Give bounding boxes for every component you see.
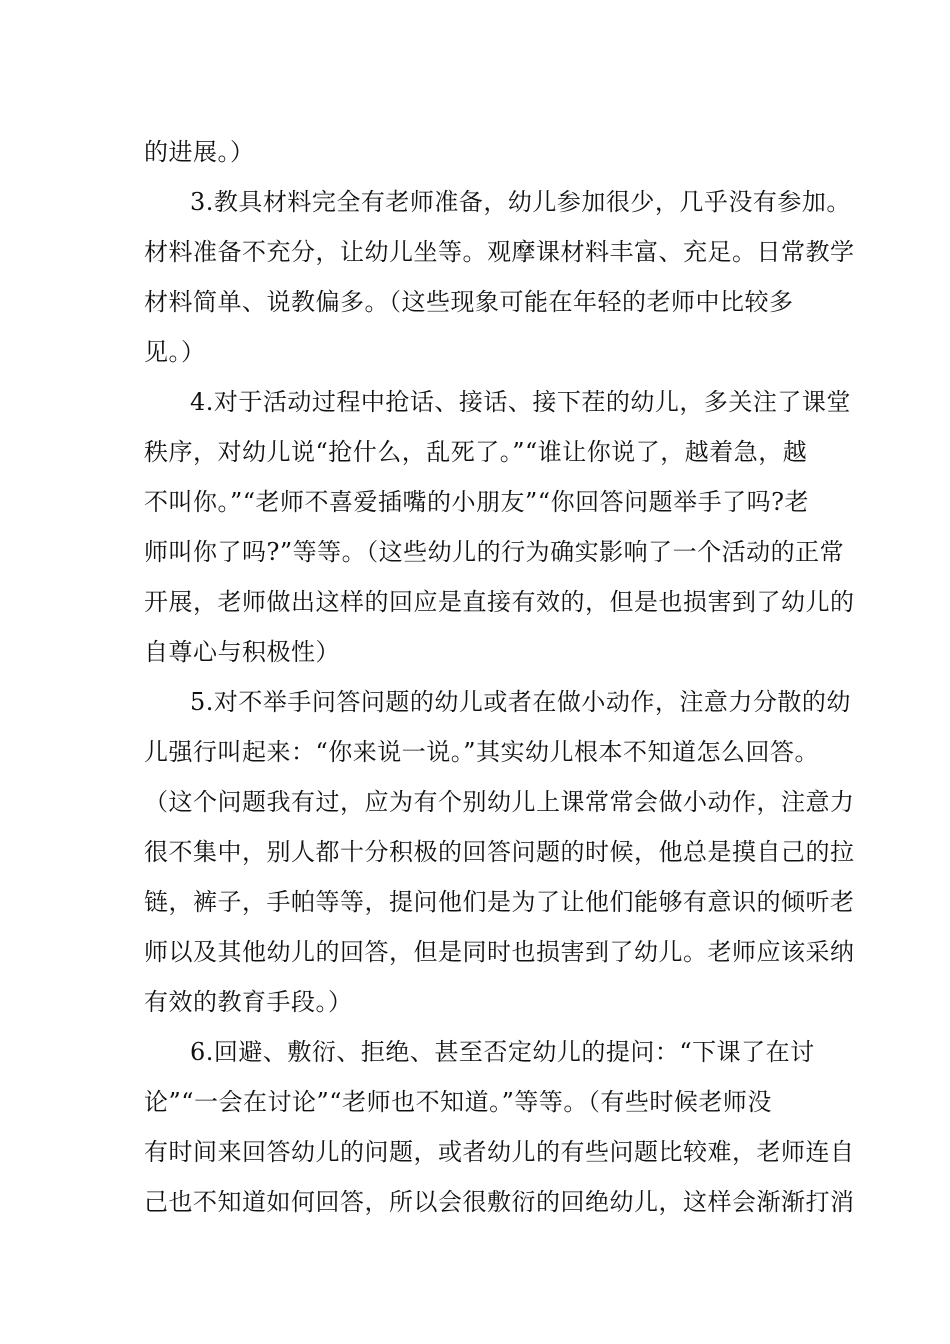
text-line: 很不集中，别人都十分积极的回答问题的时候，他总是摸自己的拉 (144, 838, 855, 866)
text-line: 不叫你。”“老师不喜爱插嘴的小朋友”“你回答问题举手了吗?老 (144, 488, 809, 516)
text-line: 己也不知道如何回答，所以会很敷衍的回绝幼儿，这样会渐渐打消 (144, 1188, 855, 1216)
text-line: 材料准备不充分，让幼儿坐等。观摩课材料丰富、充足。日常教学 (144, 238, 855, 266)
text-line: 有时间来回答幼儿的问题，或者幼儿的有些问题比较难，老师连自 (144, 1138, 855, 1166)
paragraph-3-first-line: 3.教具材料完全有老师准备，幼儿参加很少，几乎没有参加。 (190, 188, 851, 216)
paragraph-6-first-line: 6.回避、敷衍、拒绝、甚至否定幼儿的提问：“下课了在讨 (190, 1038, 815, 1066)
paragraph-4-first-line: 4.对于活动过程中抢话、接话、接下茬的幼儿，多关注了课堂 (190, 388, 851, 416)
text-line: 秩序，对幼儿说“抢什么，乱死了。”“谁让你说了，越着急，越 (144, 438, 808, 466)
text-line: 材料简单、说教偏多。（这些现象可能在年轻的老师中比较多 (144, 288, 794, 316)
text-line: 见。） (144, 338, 206, 366)
paragraph-5-first-line: 5.对不举手问答问题的幼儿或者在做小动作，注意力分散的幼 (190, 688, 851, 716)
text-line: 师以及其他幼儿的回答，但是同时也损害到了幼儿。老师应该采纳 (144, 938, 855, 966)
text-line: （这个问题我有过，应为有个别幼儿上课常常会做小动作，注意力 (144, 788, 855, 816)
text-line: 自尊心与积极性） (144, 638, 340, 666)
text-line: 儿强行叫起来：“你来说一说。”其实幼儿根本不知道怎么回答。 (144, 738, 820, 766)
text-line: 论”“一会在讨论”“老师也不知道。”等等。（有些时候老师没 (144, 1088, 772, 1116)
text-line: 的进展。） (144, 138, 255, 166)
text-line: 开展，老师做出这样的回应是直接有效的，但是也损害到了幼儿的 (144, 588, 855, 616)
text-line: 链，裤子，手帕等等，提问他们是为了让他们能够有意识的倾听老 (144, 888, 855, 916)
text-line: 师叫你了吗?”等等。（这些幼儿的行为确实影响了一个活动的正常 (144, 538, 845, 566)
text-line: 有效的教育手段。） (144, 988, 353, 1016)
